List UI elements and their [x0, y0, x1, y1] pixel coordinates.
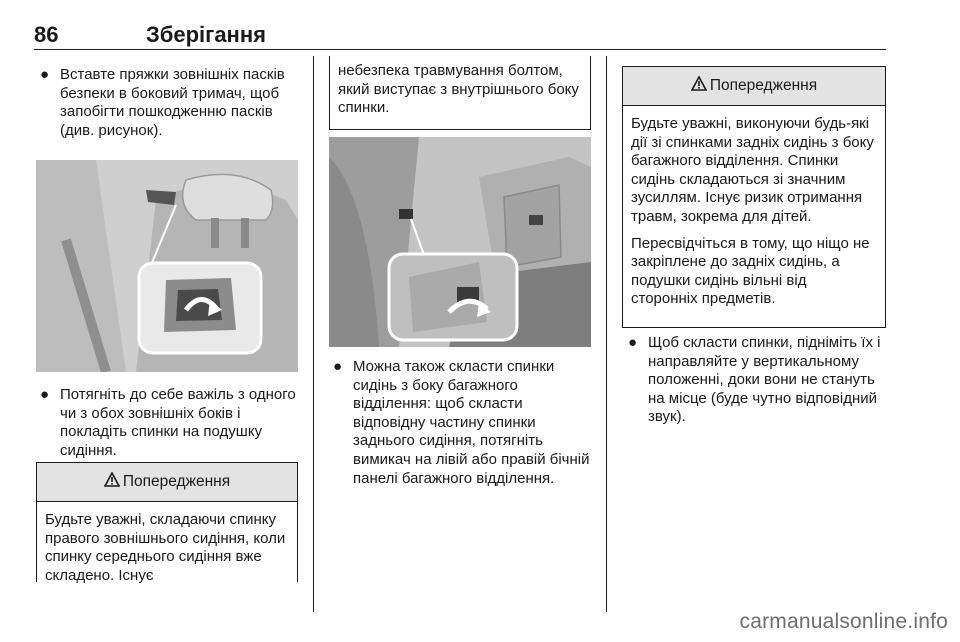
- page-number: 86: [34, 22, 59, 47]
- column-1: [36, 56, 298, 140]
- bullet-item: [36, 66, 298, 140]
- bullet-item: [36, 386, 298, 460]
- warning-title: Попередження: [709, 77, 818, 94]
- column-1-lower: [36, 386, 298, 460]
- warning-continuation-box: [329, 56, 591, 130]
- watermark-link[interactable]: carmanualsonline.info: [739, 610, 948, 633]
- bullet-dot: ●: [40, 66, 50, 83]
- bullet-text: Вставте пряжки зовнішніх паскiв безпеки в боковий тримач, щоб запобігти пошкодженню пасків (див. рисунок).: [60, 66, 285, 139]
- bullet-text: Можна також скласти спинки сидінь з боку багажного відділення: щоб скласти відповідну частину спинки заднього сидіння, потягніть вимикач на лівій або правій бічній панелі багажного відділення.: [353, 358, 590, 487]
- bullet-text: Щоб скласти спинки, підніміть їх і направляйте у вертикальному положенні, доки вони не стануть на місце (буде чутно відповідний звук).: [648, 334, 881, 426]
- warning-body: [623, 106, 885, 309]
- column-3-lower: [624, 334, 886, 427]
- warning-box: [622, 66, 886, 328]
- warning-triangle-icon: [104, 472, 120, 492]
- column-divider-1: [313, 56, 314, 612]
- bullet-dot: ●: [333, 358, 343, 375]
- bullet-item: [329, 358, 591, 488]
- header-rule: [34, 49, 886, 50]
- bullet-item: [624, 334, 886, 427]
- warning-box: [36, 462, 298, 582]
- warning-paragraph: Пересвідчіться в тому, що ніщо не закріплене до задніх сидінь, а подушки сидінь вільні від сторонніх предметів.: [631, 234, 870, 308]
- warning-continuation-text: небезпека травмування болтом, який виступає з внутрішнього боку спинки.: [338, 62, 579, 117]
- column-divider-2: [606, 56, 607, 612]
- page-header: [34, 18, 886, 50]
- warning-text: Будьте уважні, складаючи спинку правого зовнішнього сидіння, коли спинку середнього сидіння вже складено. Існує: [45, 511, 286, 584]
- warning-triangle-icon: [691, 76, 707, 96]
- warning-body: [37, 502, 297, 585]
- warning-header: [37, 463, 297, 502]
- warning-title: Попередження: [122, 473, 231, 490]
- cargo-lever-photo: [329, 137, 591, 347]
- warning-header: [623, 67, 885, 106]
- column-2-lower: [329, 358, 591, 488]
- warning-paragraph: Будьте уважні, виконуючи будь-які дії зі спинками задніх сидінь з боку багажного відділення. Спинки сидінь складаються зі значним зусиллям. Існує ризик отримання травм, зокрема для дітей.: [631, 115, 874, 225]
- bullet-dot: ●: [628, 334, 638, 351]
- bullet-dot: ●: [40, 386, 50, 403]
- bullet-text: Потягніть до себе важіль з одного чи з обох зовнішніх боків і покладіть спинки на подушку сидіння.: [60, 386, 296, 459]
- seatbelt-holder-photo: [36, 160, 298, 372]
- section-title: Зберігання: [146, 22, 266, 47]
